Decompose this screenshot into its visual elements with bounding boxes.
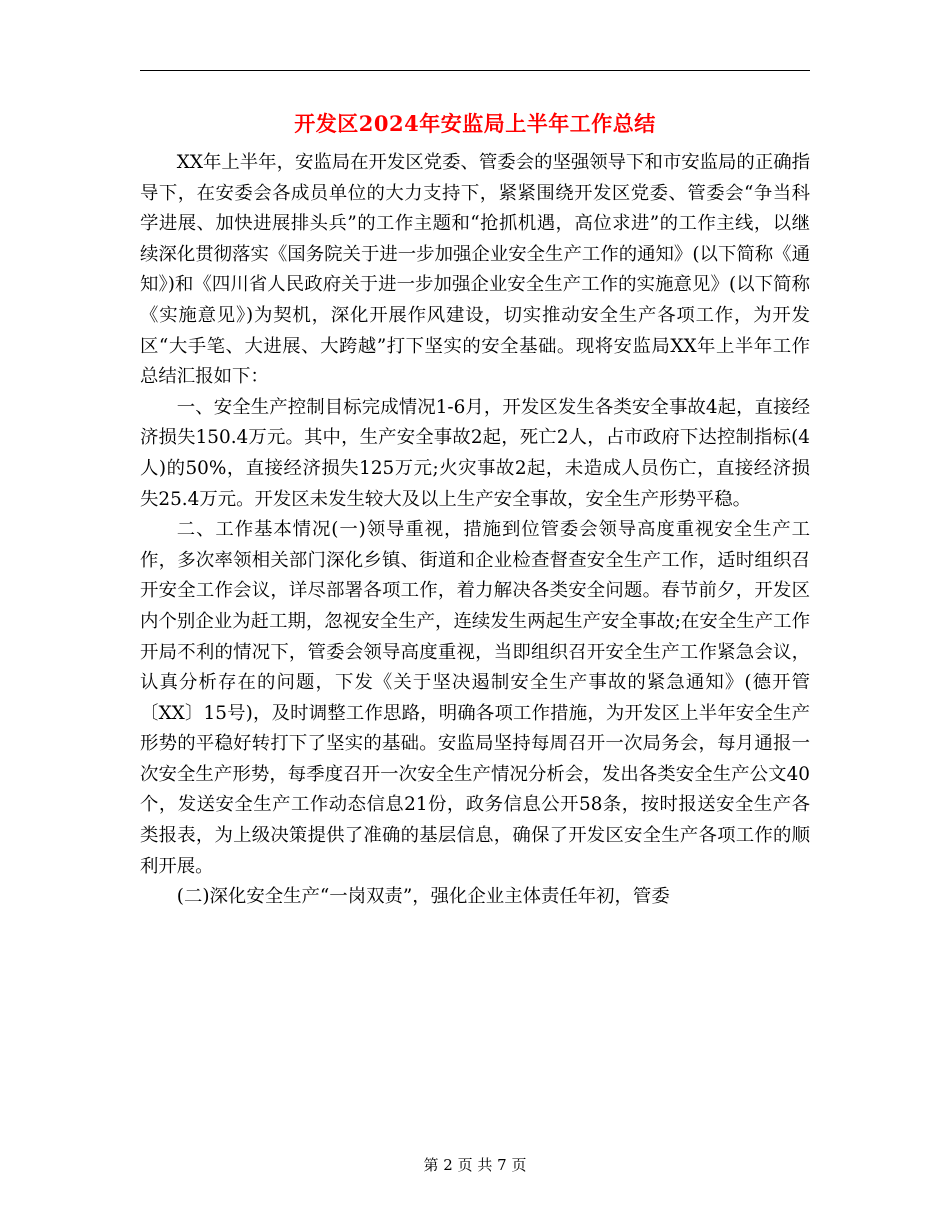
paragraph-section-1: 一、安全生产控制目标完成情况1-6月，开发区发生各类安全事故4起，直接经济损失150.4万元。其中，生产安全事故2起，死亡2人，占市政府下达控制指标(4人)的50%，直接经济损失125万元;火灾事故2起，未造成人员伤亡，直接经济损失25.4万元。开发区未发生较大及以上生产安全事故，安全生产形势平稳。 (140, 396, 810, 510)
page-number-footer: 第 2 页 共 7 页 (423, 1156, 527, 1174)
header-rule (140, 70, 810, 71)
paragraph-section-2-2: (二)深化安全生产“一岗双责”，强化企业主体责任年初，管委 (176, 886, 670, 908)
paragraph-intro: XX年上半年，安监局在开发区党委、管委会的坚强领导下和市安监局的正确指导下，在安委会各成员单位的大力支持下，紧紧围绕开发区党委、管委会“争当科学进展、加快进展排头兵”的工作主题和“抢抓机遇，高位求进”的工作主线，以继续深化贯彻落实《国务院关于进一步加强企业安全生产工作的通知》(以下简称《通知》)和《四川省人民政府关于进一步加强企业安全生产工作的实施意见》(以下简称《实施意见》)为契机，深化开展作风建设，切实推动安全生产各项工作，为开发区“大手笔、大进展、大跨越”打下坚实的安全基础。现将安监局XX年上半年工作总结汇报如下： (140, 152, 810, 388)
document-title: 开发区2024年安监局上半年工作总结 (294, 111, 656, 136)
document-body (140, 148, 810, 913)
paragraph-section-2: 二、工作基本情况(一)领导重视，措施到位管委会领导高度重视安全生产工作，多次率领相关部门深化乡镇、街道和企业检查督查安全生产工作，适时组织召开安全工作会议，详尽部署各项工作，着力解决各类安全问题。春节前夕，开发区内个别企业为赶工期，忽视安全生产，连续发生两起生产安全事故;在安全生产工作开局不利的情况下，管委会领导高度重视，当即组织召开安全生产工作紧急会议，认真分析存在的问题，下发《关于坚决遏制安全生产事故的紧急通知》(德开管〔XX〕15号)，及时调整工作思路，明确各项工作措施，为开发区上半年安全生产形势的平稳好转打下了坚实的基础。安监局坚持每周召开一次局务会，每月通报一次安全生产形势，每季度召开一次安全生产情况分析会，发出各类安全生产公文40个，发送安全生产工作动态信息21份，政务信息公开58条，按时报送安全生产各类报表，为上级决策提供了准确的基层信息，确保了开发区安全生产各项工作的顺利开展。 (140, 519, 810, 877)
